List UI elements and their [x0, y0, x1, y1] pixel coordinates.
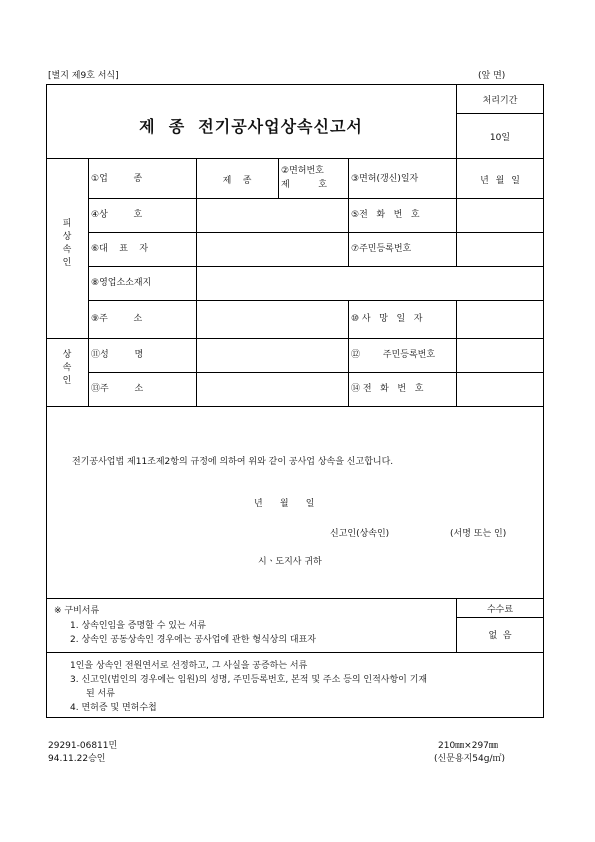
document-item: 1인을 상속인 전원연서로 선정하고, 그 사실을 공증하는 서류	[70, 661, 308, 671]
license-date-label: ③면허(갱신)일자	[351, 174, 419, 184]
line	[348, 158, 349, 266]
form-code: 29291-06811민	[48, 741, 118, 751]
signature-label: (서명 또는 인)	[450, 529, 507, 539]
license-number-value: 제 호	[281, 180, 327, 190]
line	[46, 652, 544, 653]
representative-label: ⑥대 표 자	[91, 244, 149, 254]
reporter-label: 신고인(상속인)	[330, 529, 390, 539]
processing-period-label: 처리기간	[482, 96, 518, 106]
line	[88, 372, 544, 373]
office-location-label: ⑧영업소소재지	[91, 278, 152, 288]
fee-value: 없 음	[488, 631, 512, 641]
heir-section-label: 상속인	[62, 350, 72, 386]
form-title: 제 종 전기공사업상속신고서	[139, 117, 363, 136]
form-number: [별지 제9호 서식]	[48, 71, 119, 81]
required-documents-heading: ※ 구비서류	[54, 606, 100, 616]
business-grade-label: ①업 종	[91, 174, 143, 184]
line	[88, 232, 544, 233]
line	[88, 300, 544, 301]
fee-label: 수수료	[486, 605, 514, 615]
paper-size: 210㎜×297㎜	[438, 741, 498, 751]
line	[348, 300, 349, 406]
line	[46, 406, 544, 407]
heir-name-label: ⑪성 명	[91, 350, 144, 360]
line	[88, 266, 544, 267]
heir-resident-number-label: ⑫ 주민등록번호	[351, 350, 436, 360]
document-item: 4. 면허증 및 면허수첩	[70, 703, 157, 713]
line	[46, 598, 544, 599]
business-grade-value: 제 종	[222, 176, 252, 186]
license-number-label: ②면허번호	[281, 166, 324, 176]
line	[456, 300, 457, 406]
recipient-label: 시ㆍ도지사 귀하	[258, 557, 322, 567]
decedent-section-label: 피상속인	[62, 219, 72, 268]
line	[278, 158, 279, 198]
heir-phone-label: ⑭ 전 화 번 호	[351, 384, 424, 394]
heir-address-label: ⑬주 소	[91, 384, 144, 394]
address-label: ⑨주 소	[91, 314, 143, 324]
line	[46, 338, 544, 339]
approval-date: 94.11.22승인	[48, 754, 106, 764]
front-side-label: (앞 면)	[478, 71, 506, 81]
death-date-label: ⑩ 사 망 일 자	[351, 314, 423, 324]
resident-number-label: ⑦주민등록번호	[351, 244, 412, 254]
document-item: 된 서류	[86, 689, 115, 699]
line	[456, 113, 544, 114]
trade-name-label: ④상 호	[91, 210, 143, 220]
document-item: 3. 신고인(법인의 경우에는 임원)의 성명, 주민등록번호, 본적 및 주소 등의 인적사항이 기재	[70, 675, 428, 685]
license-date-value: 년 월 일	[480, 176, 520, 186]
document-item: 2. 상속인 공동상속인 경우에는 공사업에 관한 형식상의 대표자	[70, 635, 316, 645]
line	[88, 198, 544, 199]
document-item: 1. 상속인임을 증명할 수 있는 서류	[70, 621, 206, 631]
declaration-text: 전기공사업법 제11조제2항의 규정에 의하여 위와 같이 공사업 상속을 신고합니다.	[72, 457, 394, 467]
paper-type: (신문용지54g/㎡)	[434, 754, 505, 764]
phone-label: ⑤전 화 번 호	[351, 210, 420, 220]
line	[46, 158, 544, 159]
line	[196, 198, 197, 406]
processing-period-value: 10일	[489, 133, 511, 143]
line	[456, 617, 544, 618]
declaration-date: 년 월 일	[254, 499, 315, 509]
line	[88, 158, 89, 406]
